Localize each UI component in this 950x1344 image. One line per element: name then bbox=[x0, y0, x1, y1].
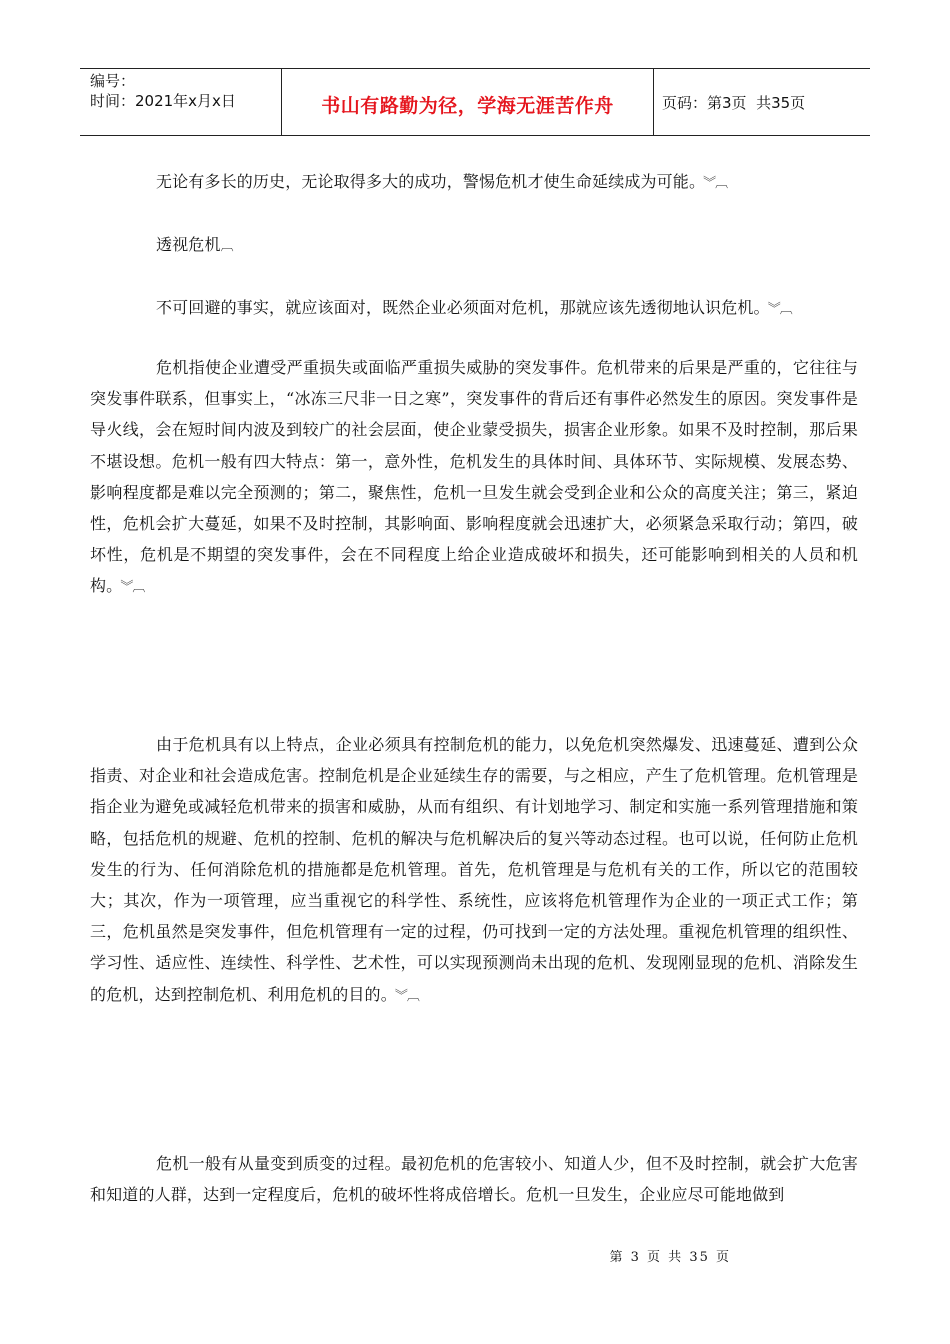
paragraph-mark-icon: ︾︹ bbox=[703, 176, 728, 191]
footer-page-number: 第 3 页 共 35 页 bbox=[609, 1250, 731, 1265]
paragraph-6-text: 危机一般有从量变到质变的过程。最初危机的危害较小、知道人少，但不及时控制，就会扩大危害和知道的人群，达到一定程度后，危机的破坏性将成倍增长。危机一旦发生，企业应尽可能地做到 bbox=[90, 1154, 858, 1205]
paragraph-mark-icon: ︾︹ bbox=[767, 302, 792, 317]
paragraph-2-text: 透视危机 bbox=[156, 235, 221, 254]
document-number-label: 编号： bbox=[90, 72, 136, 90]
paragraph-1 bbox=[90, 166, 858, 199]
paragraph-2 bbox=[90, 229, 858, 262]
paragraph-5-text: 由于危机具有以上特点，企业必须具有控制危机的能力，以免危机突然爆发、迅速蔓延、遭到公众指责、对企业和社会造成危害。控制危机是企业延续生存的需要，与之相应，产生了危机管理。危机管理是指企业为避免或减轻危机带来的损害和威胁，从而有组织、有计划地学习、制定和实施一系列管理措施和策略，包括危机的规避、危机的控制、危机的解决与危机解决后的复兴等动态过程。也可以说，任何防止危机发生的行为、任何消除危机的措施都是危机管理。首先，危机管理是与危机有关的工作，所以它的范围较大；其次，作为一项管理，应当重视它的科学性、系统性，应该将危机管理作为企业的一项正式工作；第三，危机虽然是突发事件，但危机管理有一定的过程，仍可找到一定的方法处理。重视危机管理的组织性、学习性、适应性、连续性、科学性、艺术性，可以实现预测尚未出现的危机、发现刚显现的危机、消除发生的危机，达到控制危机、利用危机的目的。 bbox=[90, 735, 858, 1004]
paragraph-3 bbox=[90, 292, 858, 325]
header-meta-cell bbox=[80, 69, 282, 135]
header-motto: 书山有路勤为径，学海无涯苦作舟 bbox=[321, 94, 614, 117]
header-page-cell bbox=[654, 69, 870, 135]
header-page-info: 页码：第3页 共35页 bbox=[662, 93, 806, 112]
paragraph-mark-icon: ︾︹ bbox=[120, 580, 145, 596]
paragraph-3-text: 不可回避的事实，就应该面对，既然企业必须面对危机，那就应该先透彻地认识危机。 bbox=[156, 298, 762, 317]
page-header bbox=[80, 68, 870, 136]
paragraph-1-text: 无论有多长的历史，无论取得多大的成功，警惕危机才使生命延续成为可能。 bbox=[156, 172, 698, 191]
paragraph-mark-icon: ︹ bbox=[220, 239, 233, 254]
paragraph-mark-icon: ︾︹ bbox=[394, 988, 419, 1004]
paragraph-6 bbox=[90, 1148, 858, 1210]
header-motto-cell bbox=[282, 69, 654, 135]
paragraph-4 bbox=[90, 352, 858, 604]
document-date-label: 时间：2021年x月x日 bbox=[90, 92, 236, 110]
page-footer bbox=[0, 1246, 950, 1265]
paragraph-5 bbox=[90, 729, 858, 1012]
paragraph-4-text: 危机指使企业遭受严重损失或面临严重损失威胁的突发事件。危机带来的后果是严重的，它往往与突发事件联系，但事实上，“冰冻三尺非一日之寒”，突发事件的背后还有事件必然发生的原因。突发事件是导火线，会在短时间内波及到较广的社会层面，使企业蒙受损失，损害企业形象。如果不及时控制，那后果不堪设想。危机一般有四大特点：第一，意外性，危机发生的具体时间、具体环节、实际规模、发展态势、影响程度都是难以完全预测的；第二，聚焦性，危机一旦发生就会受到企业和公众的高度关注；第三，紧迫性，危机会扩大蔓延，如果不及时控制，其影响面、影响程度就会迅速扩大，必须紧急采取行动；第四，破坏性，危机是不期望的突发事件，会在不同程度上给企业造成破坏和损失，还可能影响到相关的人员和机构。 bbox=[90, 358, 858, 596]
